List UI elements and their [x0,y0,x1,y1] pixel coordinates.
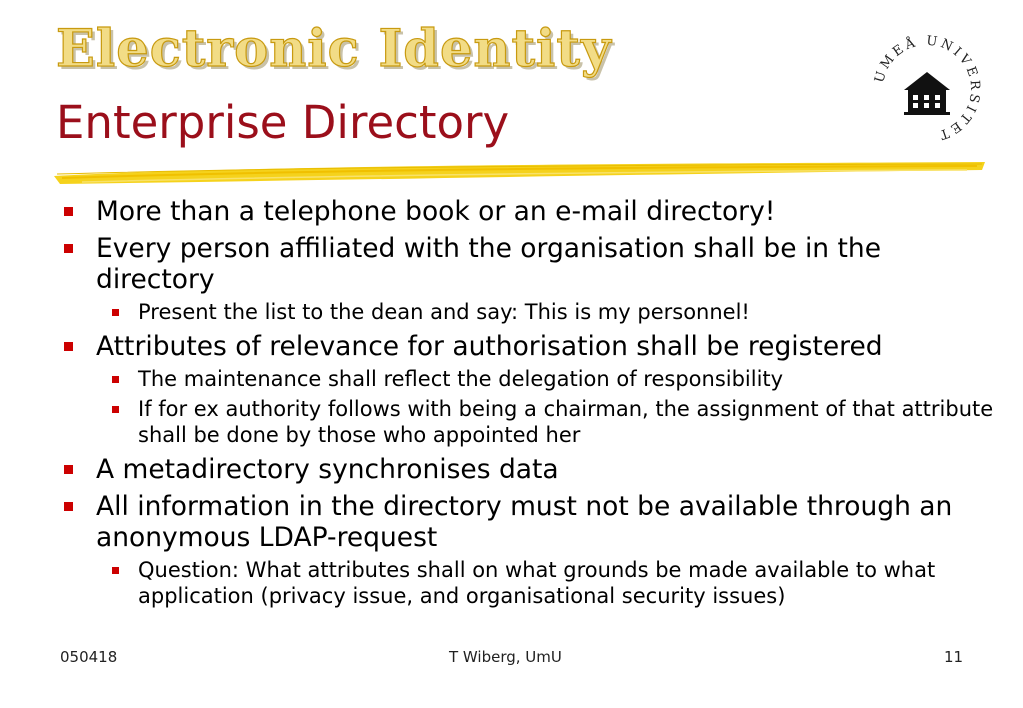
bullet-item: Every person affiliated with the organisation shall be in the directory [60,233,1000,295]
bullet-item: A metadirectory synchronises data [60,454,1000,485]
bullet-item: More than a telephone book or an e-mail directory! [60,196,1000,227]
sub-bullet-marker [112,406,119,413]
sub-bullet-marker [112,376,119,383]
bullet-item: Attributes of relevance for authorisation shall be registered [60,331,1000,362]
sub-bullet-marker [112,309,119,316]
logo-seal-text: UMEÅ UNIVERSITET [872,33,983,143]
sub-bullet-marker [112,567,119,574]
page-title: Enterprise Directory [56,96,510,149]
bullet-list [60,196,1000,609]
university-building-icon [904,72,950,115]
bullet-marker [64,502,73,511]
bullet-marker [64,244,73,253]
banner-title: Electronic Identity [56,19,612,79]
sub-bullet-item: Present the list to the dean and say: This is my personnel! [60,299,1000,325]
sub-bullet-item: The maintenance shall reflect the delegation of responsibility [60,366,1000,392]
footer-date: 050418 [60,648,118,666]
sub-bullet-item: Question: What attributes shall on what grounds be made available to what application (privacy issue, and organisational security issues) [60,557,1000,609]
bullet-marker [64,207,73,216]
university-seal-logo [868,30,986,148]
bullet-item: All information in the directory must not be available through an anonymous LDAP-request [60,491,1000,553]
brush-stroke-divider [52,158,987,188]
footer-page-number: 11 [944,648,964,666]
bullet-marker [64,465,73,474]
footer-author: T Wiberg, UmU [449,648,562,666]
bullet-marker [64,342,73,351]
sub-bullet-item: If for ex authority follows with being a chairman, the assignment of that attribute shall be done by those who appointed her [60,396,1000,448]
